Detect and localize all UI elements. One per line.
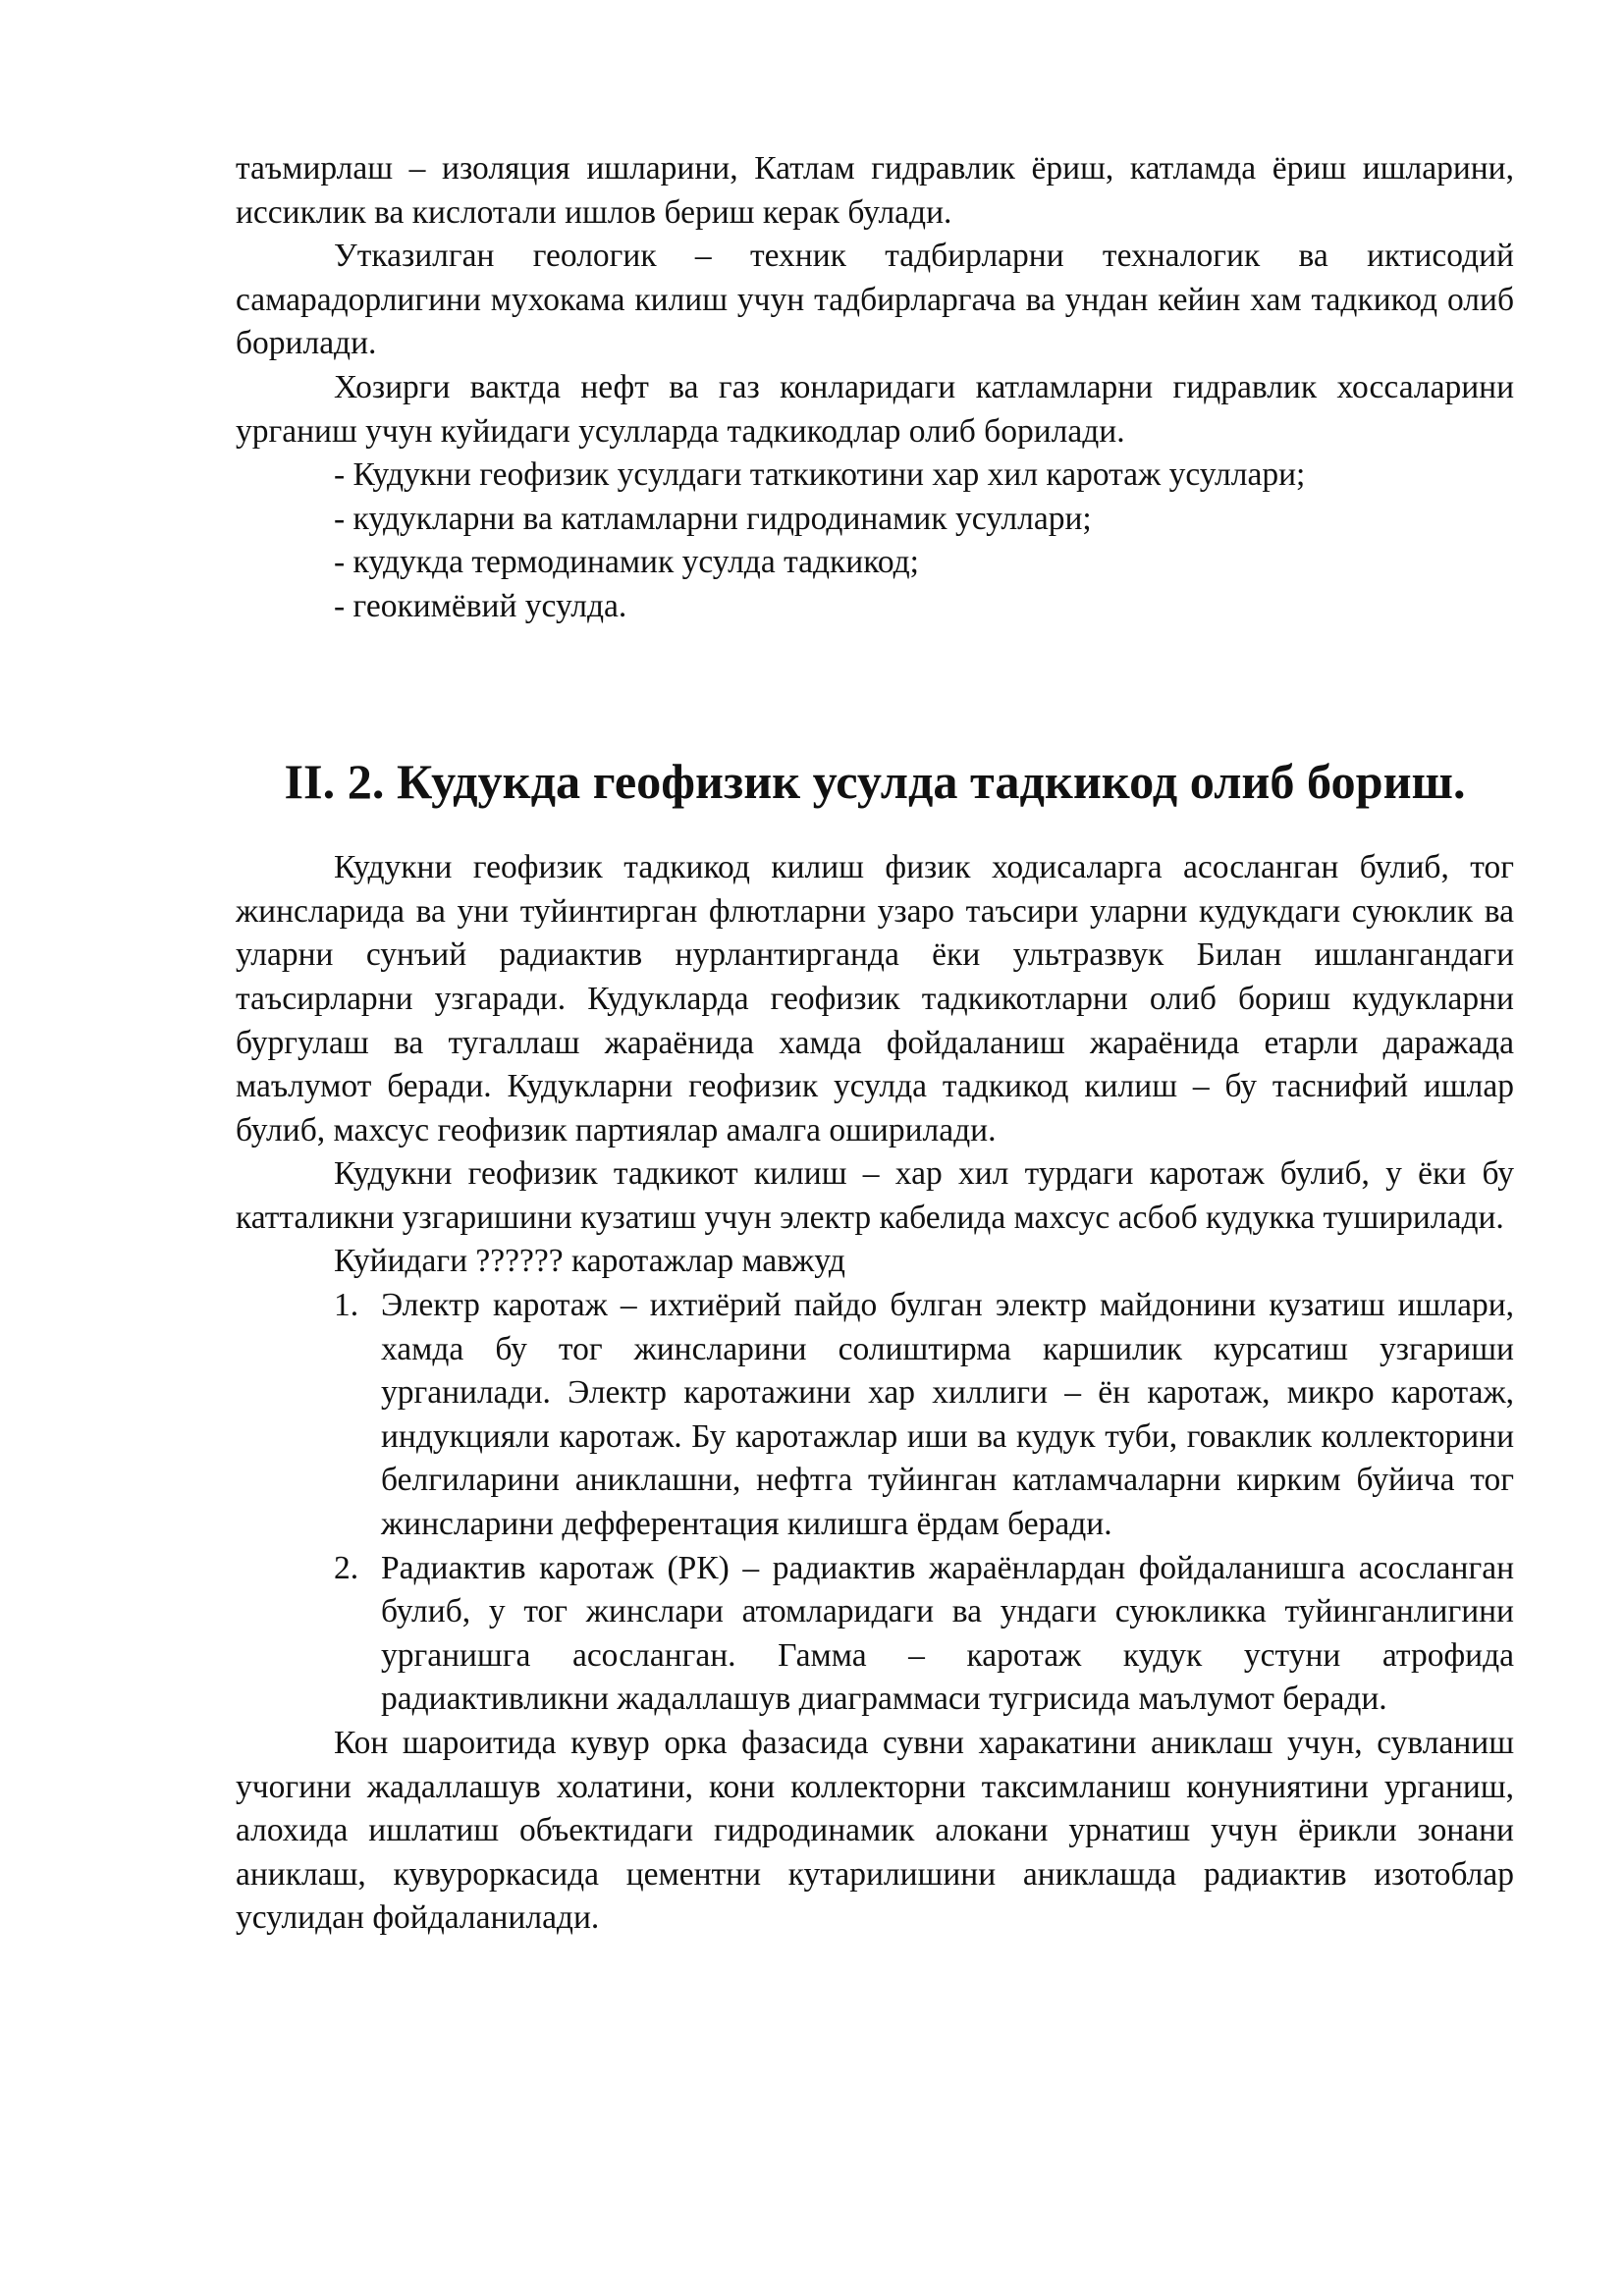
list-item-number: 1. (334, 1287, 359, 1324)
section-heading: II. 2. Кудукда геофизик усулда тадкикод олиб бориш. (284, 753, 1466, 809)
dash-item: - геокимёвий усулда. (334, 587, 627, 624)
dash-item: - Кудукни геофизик усулдаги таткикотини хар хил каротаж усуллари; (334, 456, 1306, 494)
numbered-list (236, 1284, 1514, 1722)
list-item (236, 1284, 1514, 1547)
paragraph-geophysical-study: Кудукни геофизик тадкикод килиш физик ходисаларга асосланган булиб, тог жинсларида ва уни туйинтирган флютларни узаро таъсири уларни кудукдаги суюклик ва уларни сунъий радиактив нурлантирганда ёки ультразвук Билан ишлангандаги таъсирларни узгаради. Кудукларда геофизик тадкикотларни олиб бориш кудукларни бургулаш ва тугаллаш жараёнида хамда фойдаланиш жараёнида етарли даражада маълумот беради. Кудукларни геофизик усулда тадкикод килиш – бу таснифий ишлар булиб, махсус геофизик партиялар амалга оширилади. (236, 849, 1514, 1148)
paragraph-logging: Кудукни геофизик тадкикот килиш – хар хил турдаги каротаж булиб, у ёки бу катталикни узгаришини кузатиш учун электр кабелида махсус асбоб кудукка туширилади. (236, 1155, 1514, 1236)
list-item (236, 1547, 1514, 1722)
list-item-text: Электр каротаж – ихтиёрий пайдо булган электр майдонини кузатиш ишлари, хамда бу тог жинсларини солиштирма каршилик курсатиш узгариши урганилади. Электр каротажини хар хиллиги – ён каротаж, микро каротаж, индукцияли каротаж. Бу каротажлар иши ва кудук туби, говаклик коллекторини белгиларини аниклашни, нефтга туйинган катламчаларни кирким буйича тог жинсларини дефферентация килишга ёрдам беради. (381, 1287, 1514, 1543)
dash-item: - кудукларни ва катламларни гидродинамик усуллари; (334, 500, 1092, 537)
dash-item: - кудукда термодинамик усулда тадкикод; (334, 544, 919, 581)
document-page (236, 147, 1514, 1941)
list-intro: Куйидаги ?????? каротажлар мавжуд (334, 1243, 845, 1280)
paragraph-radioactive-isotopes: Кон шароитида кувур орка фазасида сувни харакатини аниклаш учун, сувланиш учогини жадаллашув холатини, кони коллекторни таксимланиш конуниятини урганиш, алохида ишлатиш объектидаги гидродинамик алокани урнатиш учун ёрикли зонани аниклаш, кувуроркасида цементни кутарилишини аниклашда радиактив изотоблар усулидан фойдаланилади. (236, 1725, 1514, 1937)
paragraph-continuation: таъмирлаш – изоляция ишларини, Катлам гидравлик ёриш, катламда ёриш ишларини, иссиклик ва кислотали ишлов бериш керак булади. (236, 150, 1514, 231)
list-item-number: 2. (334, 1549, 359, 1586)
paragraph-geological-measures: Утказилган геологик – техник тадбирларни техналогик ва иктисодий самарадорлигини мухокама килиш учун тадбирларгача ва ундан кейин хам тадкикод олиб борилади. (236, 238, 1514, 362)
list-item-text: Радиактив каротаж (РК) – радиактив жараёнлардан фойдаланишга асосланган булиб, у тог жинслари атомларидаги ва ундаги суюкликка туйинганлигини урганишга асосланган. Гамма – каротаж кудук устуни атрофида радиактивликни жадаллашув диаграммаси тугрисида маълумот беради. (381, 1549, 1514, 1718)
paragraph-research-methods: Хозирги вактда нефт ва газ конларидаги катламларни гидравлик хоссаларини урганиш учун куйидаги усулларда тадкикодлар олиб борилади. (236, 368, 1514, 450)
